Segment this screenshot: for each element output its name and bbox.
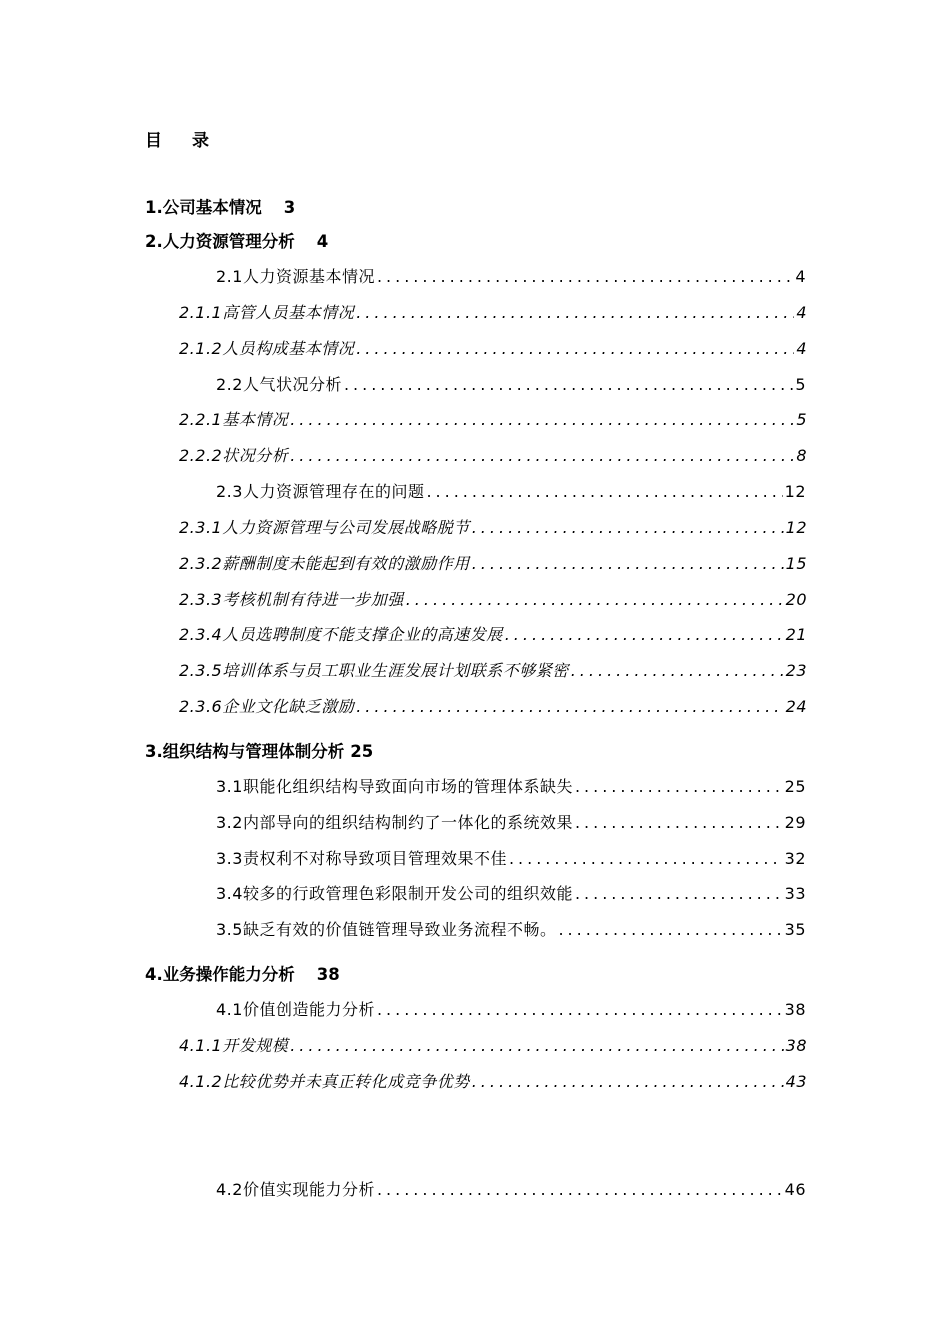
- toc-entry-page: 5: [796, 410, 807, 429]
- toc-entry-level2[interactable]: [216, 265, 806, 289]
- toc-entry-label: 2.2人气状况分析: [216, 375, 342, 394]
- toc-entry-page: 4: [795, 267, 806, 286]
- toc-leader-dots: [356, 301, 794, 325]
- toc-entry-level2[interactable]: [216, 882, 806, 906]
- toc-leader-dots: [575, 811, 783, 835]
- toc-entry-page: 32: [784, 849, 806, 868]
- toc-entry-label: 2.3.1人力资源管理与公司发展战略脱节: [179, 518, 470, 537]
- toc-entry-label: 4.1.1开发规模: [179, 1036, 289, 1055]
- toc-entry-label: 2.3.2薪酬制度未能起到有效的激励作用: [179, 554, 470, 573]
- toc-entry-label: 2.人力资源管理分析: [145, 232, 295, 251]
- toc-entry-label: 2.3.4人员选聘制度不能支撑企业的高速发展: [179, 625, 503, 644]
- toc-leader-dots: [356, 337, 794, 361]
- toc-entry-label: 3.组织结构与管理体制分析: [145, 742, 345, 761]
- toc-entry-level3[interactable]: [179, 444, 807, 468]
- toc-leader-dots: [472, 516, 784, 540]
- toc-leader-dots: [406, 588, 784, 612]
- toc-entry-level3[interactable]: [179, 516, 807, 540]
- toc-entry-level2[interactable]: [216, 775, 806, 799]
- toc-entry-level2[interactable]: [216, 1178, 806, 1202]
- toc-entry-label: 2.3人力资源管理存在的问题: [216, 482, 425, 501]
- toc-entry-page: 25: [350, 742, 374, 761]
- toc-entry-level2[interactable]: [216, 373, 806, 397]
- toc-leader-dots: [472, 552, 784, 576]
- toc-entry-page: 15: [785, 554, 807, 573]
- toc-entry-page: 8: [796, 446, 807, 465]
- toc-leader-dots: [290, 444, 794, 468]
- toc-entry-label: 1.公司基本情况: [145, 198, 262, 217]
- toc-entry-page: 38: [316, 965, 340, 984]
- toc-entry-page: 3: [283, 198, 296, 217]
- toc-entry-level3[interactable]: [179, 1070, 807, 1094]
- toc-entry-level2[interactable]: [216, 998, 806, 1022]
- toc-title-char: 录: [192, 131, 209, 151]
- toc-entry-page: 4: [316, 232, 329, 251]
- toc-entry-level2[interactable]: [216, 480, 806, 504]
- toc-entry-level3[interactable]: [179, 1034, 807, 1058]
- toc-entry-level3[interactable]: [179, 623, 807, 647]
- toc-entry-page: 35: [784, 920, 806, 939]
- toc-leader-dots: [426, 480, 782, 504]
- toc-entry-page: 4: [796, 303, 807, 322]
- toc-leader-dots: [575, 882, 783, 906]
- toc-entry-label: 3.5缺乏有效的价值链管理导致业务流程不畅。: [216, 920, 557, 939]
- toc-entry-page: 25: [784, 777, 806, 796]
- toc-entry-level2[interactable]: [216, 847, 806, 871]
- toc-entry-label: 2.1人力资源基本情况: [216, 267, 375, 286]
- toc-leader-dots: [509, 847, 783, 871]
- toc-entry-level2[interactable]: [216, 918, 806, 942]
- toc-leader-dots: [571, 659, 784, 683]
- toc-leader-dots: [377, 265, 793, 289]
- toc-entry-label: 4.2价值实现能力分析: [216, 1180, 375, 1199]
- toc-entry-label: 2.3.5培训体系与员工职业生涯发展计划联系不够紧密: [179, 661, 569, 680]
- toc-entry-label: 3.2内部导向的组织结构制约了一体化的系统效果: [216, 813, 573, 832]
- toc-entry-level2[interactable]: [216, 811, 806, 835]
- toc-leader-dots: [344, 373, 793, 397]
- toc-entry-page: 20: [785, 590, 807, 609]
- toc-entry-label: 2.1.2人员构成基本情况: [179, 339, 355, 358]
- toc-entry-page: 21: [785, 625, 807, 644]
- toc-leader-dots: [290, 1034, 783, 1058]
- toc-entry-page: 12: [785, 518, 807, 537]
- toc-leader-dots: [356, 695, 783, 719]
- toc-entry-page: 24: [785, 697, 807, 716]
- toc-entry-level1[interactable]: [145, 740, 373, 764]
- toc-entry-level3[interactable]: [179, 408, 807, 432]
- toc-leader-dots: [505, 623, 784, 647]
- toc-entry-label: 2.2.1基本情况: [179, 410, 289, 429]
- toc-entry-page: 5: [795, 375, 806, 394]
- toc-entry-label: 2.3.6企业文化缺乏激励: [179, 697, 355, 716]
- toc-entry-label: 2.1.1高管人员基本情况: [179, 303, 355, 322]
- toc-leader-dots: [377, 998, 783, 1022]
- toc-entry-page: 43: [785, 1072, 807, 1091]
- toc-leader-dots: [575, 775, 783, 799]
- toc-entry-label: 3.1职能化组织结构导致面向市场的管理体系缺失: [216, 777, 573, 796]
- toc-entry-label: 3.4较多的行政管理色彩限制开发公司的组织效能: [216, 884, 573, 903]
- toc-entry-page: 4: [796, 339, 807, 358]
- toc-entry-level1[interactable]: [145, 230, 328, 254]
- toc-entry-level1[interactable]: [145, 963, 340, 987]
- toc-entry-label: 3.3责权利不对称导致项目管理效果不佳: [216, 849, 507, 868]
- toc-entry-level3[interactable]: [179, 659, 807, 683]
- toc-entry-level3[interactable]: [179, 552, 807, 576]
- toc-leader-dots: [558, 918, 782, 942]
- toc-entry-level3[interactable]: [179, 695, 807, 719]
- toc-leader-dots: [290, 408, 794, 432]
- toc-entry-level3[interactable]: [179, 301, 807, 325]
- toc-entry-label: 2.2.2状况分析: [179, 446, 289, 465]
- toc-title-char: 目: [145, 131, 162, 151]
- toc-entry-level1[interactable]: [145, 196, 295, 220]
- toc-entry-page: 38: [784, 1000, 806, 1019]
- toc-entry-level3[interactable]: [179, 588, 807, 612]
- toc-entry-label: 4.1.2比较优势并未真正转化成竞争优势: [179, 1072, 470, 1091]
- toc-entry-level3[interactable]: [179, 337, 807, 361]
- toc-entry-page: 46: [784, 1180, 806, 1199]
- toc-leader-dots: [472, 1070, 784, 1094]
- toc-entry-page: 29: [784, 813, 806, 832]
- toc-entry-label: 4.业务操作能力分析: [145, 965, 295, 984]
- toc-entry-page: 38: [785, 1036, 807, 1055]
- toc-entry-label: 4.1价值创造能力分析: [216, 1000, 375, 1019]
- toc-entry-page: 12: [784, 482, 806, 501]
- toc-entry-page: 33: [784, 884, 806, 903]
- toc-entry-label: 2.3.3考核机制有待进一步加强: [179, 590, 404, 609]
- toc-entry-page: 23: [785, 661, 807, 680]
- toc-leader-dots: [377, 1178, 783, 1202]
